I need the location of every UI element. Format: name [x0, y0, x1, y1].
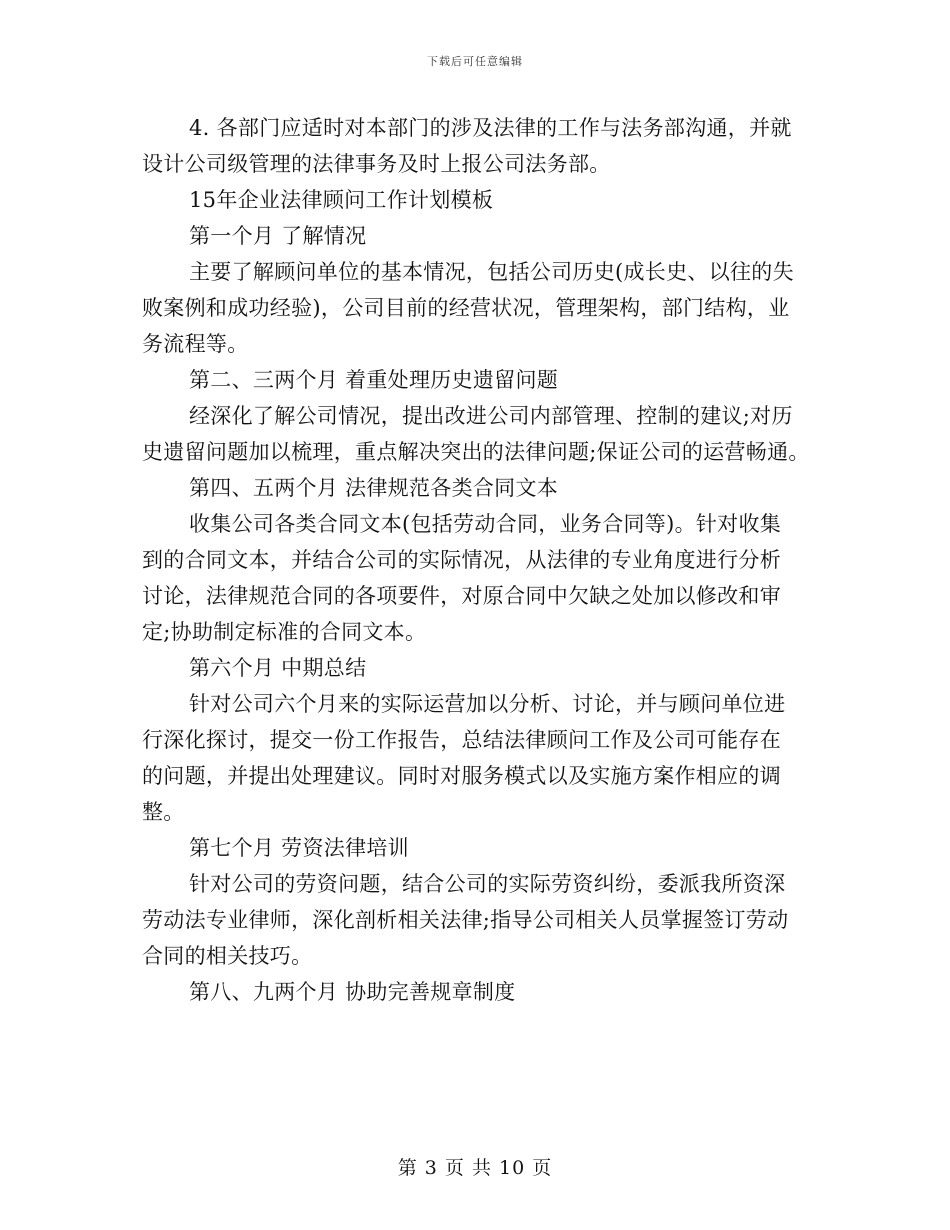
text-line: 到的合同文本，并结合公司的实际情况，从法律的专业角度进行分析: [142, 548, 781, 572]
text-line: 设计公司级管理的法律事务及时上报公司法务部。: [142, 152, 611, 176]
text-line: 史遗留问题加以梳理，重点解决突出的法律问题;保证公司的运营畅通。: [142, 440, 810, 464]
document-body: [142, 110, 822, 1010]
text-line: 劳动法专业律师，深化剖析相关法律;指导公司相关人员掌握签订劳动: [142, 908, 789, 932]
text-line: 定;协助制定标准的合同文本。: [142, 620, 427, 644]
text-line: 第二、三两个月 着重处理历史遗留问题: [189, 368, 559, 392]
text-line: 合同的相关技巧。: [142, 944, 313, 968]
text-line: 针对公司的劳资问题，结合公司的实际劳资纠纷，委派我所资深: [189, 872, 786, 896]
text-line: 整。: [142, 800, 185, 824]
text-line: 第一个月 了解情况: [189, 224, 367, 248]
text-line: 第八、九两个月 协助完善规章制度: [189, 980, 516, 1004]
text-line: 收集公司各类合同文本(包括劳动合同，业务合同等)。针对收集: [189, 512, 782, 536]
page-number-footer: 第 3 页 共 10 页: [397, 1157, 553, 1179]
text-line: 行深化探讨，提交一份工作报告，总结法律顾问工作及公司可能存在: [142, 728, 781, 752]
text-line: 务流程等。: [142, 332, 249, 356]
text-line: 主要了解顾问单位的基本情况，包括公司历史(成长史、以往的失: [189, 260, 794, 284]
text-line: 第四、五两个月 法律规范各类合同文本: [189, 476, 559, 500]
text-line: 的问题，并提出处理建议。同时对服务模式以及实施方案作相应的调: [142, 764, 781, 788]
text-line: 第六个月 中期总结: [189, 656, 367, 680]
text-line: 经深化了解公司情况，提出改进公司内部管理、控制的建议;对历: [189, 404, 793, 428]
text-line: 针对公司六个月来的实际运营加以分析、讨论，并与顾问单位进: [189, 692, 786, 716]
page-header: 下载后可任意编辑: [427, 55, 523, 68]
text-line: 讨论，法律规范合同的各项要件，对原合同中欠缺之处加以修改和审: [142, 584, 781, 608]
text-line: 15年企业法律顾问工作计划模板: [189, 188, 494, 212]
text-line: 败案例和成功经验)，公司目前的经营状况，管理架构，部门结构，业: [142, 296, 790, 320]
text-line: 第七个月 劳资法律培训: [189, 836, 409, 860]
text-line: 4. 各部门应适时对本部门的涉及法律的工作与法务部沟通，并就: [189, 116, 792, 140]
